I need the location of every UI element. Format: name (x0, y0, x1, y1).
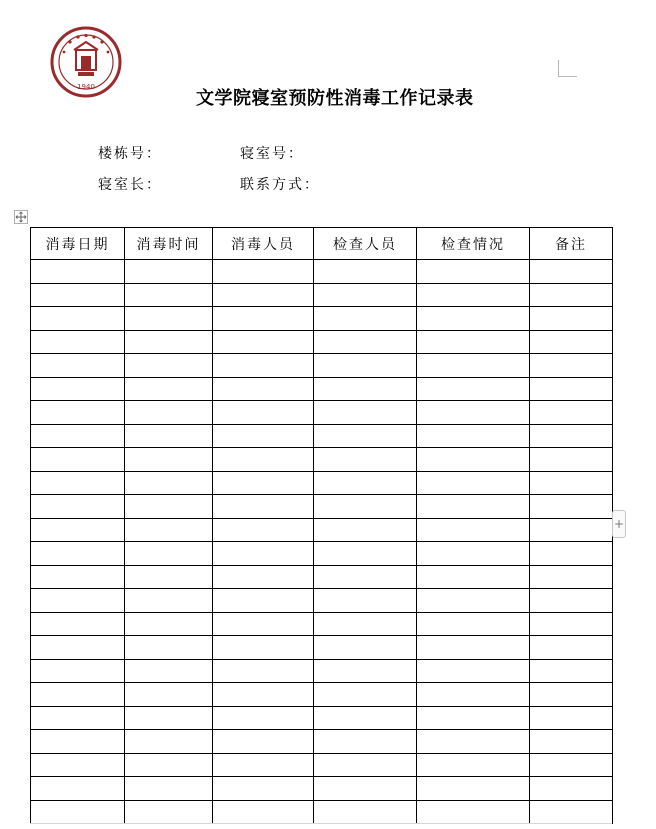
table-cell[interactable] (125, 401, 213, 425)
table-cell[interactable] (314, 542, 417, 566)
table-cell[interactable] (314, 659, 417, 683)
table-row (31, 730, 613, 754)
table-cell[interactable] (530, 612, 613, 636)
table-cell[interactable] (213, 330, 314, 354)
table-cell[interactable] (125, 636, 213, 660)
table-cell[interactable] (417, 283, 530, 307)
table-cell[interactable] (213, 354, 314, 378)
table-cell[interactable] (530, 659, 613, 683)
table-row (31, 612, 613, 636)
table-cell[interactable] (314, 800, 417, 824)
table-cell[interactable] (213, 730, 314, 754)
table-cell[interactable] (530, 542, 613, 566)
table-cell[interactable] (125, 706, 213, 730)
table-cell[interactable] (213, 542, 314, 566)
table-cell[interactable] (530, 518, 613, 542)
table-cell[interactable] (314, 283, 417, 307)
table-cell[interactable] (125, 659, 213, 683)
table-row (31, 683, 613, 707)
contact-label: 联系方式： (240, 177, 320, 193)
table-row (31, 260, 613, 284)
header-inspector: 检查人员 (314, 228, 417, 260)
table-cell[interactable] (213, 260, 314, 284)
table-cell[interactable] (417, 471, 530, 495)
table-cell[interactable] (530, 260, 613, 284)
table-cell[interactable] (417, 401, 530, 425)
table-row (31, 777, 613, 801)
table-cell[interactable] (530, 307, 613, 331)
table-cell[interactable] (417, 730, 530, 754)
move-arrows-icon[interactable] (14, 210, 28, 224)
table-cell[interactable] (125, 542, 213, 566)
table-cell[interactable] (31, 706, 125, 730)
table-cell[interactable] (530, 777, 613, 801)
table-cell[interactable] (213, 683, 314, 707)
table-cell[interactable] (530, 377, 613, 401)
table-cell[interactable] (125, 354, 213, 378)
header-disinfection-staff: 消毒人员 (213, 228, 314, 260)
header-disinfection-date: 消毒日期 (31, 228, 125, 260)
table-cell[interactable] (125, 612, 213, 636)
table-cell[interactable] (31, 495, 125, 519)
table-cell[interactable] (417, 330, 530, 354)
table-cell[interactable] (213, 753, 314, 777)
table-cell[interactable] (213, 471, 314, 495)
table-cell[interactable] (125, 307, 213, 331)
table-row (31, 377, 613, 401)
table-cell[interactable] (314, 777, 417, 801)
table-cell[interactable] (417, 777, 530, 801)
table-cell[interactable] (314, 260, 417, 284)
table-row (31, 471, 613, 495)
table-cell[interactable] (213, 283, 314, 307)
table-cell[interactable] (31, 612, 125, 636)
table-cell[interactable] (31, 307, 125, 331)
table-cell[interactable] (417, 377, 530, 401)
table-cell[interactable] (530, 283, 613, 307)
table-cell[interactable] (31, 542, 125, 566)
table-cell[interactable] (530, 424, 613, 448)
table-cell[interactable] (417, 753, 530, 777)
table-row (31, 659, 613, 683)
table-cell[interactable] (530, 448, 613, 472)
table-cell[interactable] (125, 565, 213, 589)
table-cell[interactable] (31, 448, 125, 472)
table-cell[interactable] (314, 448, 417, 472)
header-remarks: 备注 (530, 228, 613, 260)
plus-icon[interactable]: + (612, 510, 626, 538)
table-cell[interactable] (314, 730, 417, 754)
table-cell[interactable] (530, 753, 613, 777)
table-cell[interactable] (125, 518, 213, 542)
table-cell[interactable] (31, 730, 125, 754)
table-cell[interactable] (31, 683, 125, 707)
table-cell[interactable] (31, 260, 125, 284)
table-cell[interactable] (314, 612, 417, 636)
table-cell[interactable] (314, 307, 417, 331)
table-row (31, 636, 613, 660)
table-cell[interactable] (125, 753, 213, 777)
table-cell[interactable] (125, 730, 213, 754)
table-cell[interactable] (213, 307, 314, 331)
table-cell[interactable] (314, 518, 417, 542)
logo-year: 1940 (77, 83, 95, 91)
table-row (31, 307, 613, 331)
table-cell[interactable] (31, 777, 125, 801)
table-cell[interactable] (314, 401, 417, 425)
table-row (31, 542, 613, 566)
table-cell[interactable] (31, 800, 125, 824)
table-cell[interactable] (31, 589, 125, 613)
table-cell[interactable] (417, 354, 530, 378)
table-cell[interactable] (417, 448, 530, 472)
table-cell[interactable] (125, 589, 213, 613)
table-cell[interactable] (213, 800, 314, 824)
table-cell[interactable] (417, 800, 530, 824)
header-inspection-result: 检查情况 (417, 228, 530, 260)
table-cell[interactable] (125, 495, 213, 519)
table-cell[interactable] (530, 730, 613, 754)
table-cell[interactable] (31, 283, 125, 307)
table-cell[interactable] (417, 307, 530, 331)
room-label: 寝室号： (240, 146, 304, 162)
table-cell[interactable] (417, 565, 530, 589)
table-cell[interactable] (125, 683, 213, 707)
table-cell[interactable] (213, 589, 314, 613)
table-row (31, 330, 613, 354)
table-cell[interactable] (530, 495, 613, 519)
table-cell[interactable] (31, 330, 125, 354)
table-cell[interactable] (417, 495, 530, 519)
table-cell[interactable] (31, 565, 125, 589)
page-corner-mark (558, 60, 577, 77)
table-row (31, 753, 613, 777)
table-cell[interactable] (31, 659, 125, 683)
table-cell[interactable] (530, 565, 613, 589)
table-row (31, 495, 613, 519)
building-label: 楼栋号： (98, 146, 162, 162)
table-cell[interactable] (125, 377, 213, 401)
table-row (31, 283, 613, 307)
table-cell[interactable] (213, 401, 314, 425)
table-cell[interactable] (530, 330, 613, 354)
table-row (31, 424, 613, 448)
table-cell[interactable] (530, 471, 613, 495)
table-cell[interactable] (125, 424, 213, 448)
table-cell[interactable] (417, 424, 530, 448)
table-cell[interactable] (314, 377, 417, 401)
table-cell[interactable] (125, 471, 213, 495)
table-cell[interactable] (314, 565, 417, 589)
table-row (31, 448, 613, 472)
table-cell[interactable] (530, 589, 613, 613)
table-cell[interactable] (213, 659, 314, 683)
table-cell[interactable] (213, 565, 314, 589)
table-cell[interactable] (417, 260, 530, 284)
table-cell[interactable] (417, 659, 530, 683)
table-row (31, 518, 613, 542)
table-cell[interactable] (31, 401, 125, 425)
page-title: 文学院寝室预防性消毒工作记录表 (196, 88, 474, 109)
table-cell[interactable] (417, 589, 530, 613)
table-cell[interactable] (530, 800, 613, 824)
table-cell[interactable] (314, 330, 417, 354)
table-cell[interactable] (530, 354, 613, 378)
table-row (31, 800, 613, 824)
table-cell[interactable] (530, 683, 613, 707)
table-cell[interactable] (213, 518, 314, 542)
table-cell[interactable] (31, 377, 125, 401)
table-cell[interactable] (213, 706, 314, 730)
table-cell[interactable] (314, 706, 417, 730)
table-cell[interactable] (125, 777, 213, 801)
page-bottom-edge (30, 823, 612, 826)
table-cell[interactable] (213, 448, 314, 472)
table-cell[interactable] (31, 753, 125, 777)
table-cell[interactable] (31, 354, 125, 378)
table-cell[interactable] (417, 518, 530, 542)
table-cell[interactable] (31, 518, 125, 542)
table-cell[interactable] (213, 495, 314, 519)
table-cell[interactable] (314, 495, 417, 519)
table-cell[interactable] (213, 424, 314, 448)
table-cell[interactable] (314, 683, 417, 707)
table-cell[interactable] (31, 424, 125, 448)
table-cell[interactable] (125, 283, 213, 307)
table-cell[interactable] (31, 471, 125, 495)
table-cell[interactable] (530, 706, 613, 730)
header-disinfection-time: 消毒时间 (125, 228, 213, 260)
table-row (31, 354, 613, 378)
table-cell[interactable] (125, 448, 213, 472)
table-cell[interactable] (417, 636, 530, 660)
table-cell[interactable] (314, 636, 417, 660)
table-row (31, 706, 613, 730)
table-row (31, 401, 613, 425)
table-cell[interactable] (417, 612, 530, 636)
table-cell[interactable] (314, 753, 417, 777)
table-body (31, 260, 613, 824)
school-seal-logo (50, 26, 122, 98)
leader-label: 寝室长： (98, 177, 162, 193)
table-cell[interactable] (125, 330, 213, 354)
table-cell[interactable] (213, 612, 314, 636)
table-cell[interactable] (417, 542, 530, 566)
table-cell[interactable] (31, 636, 125, 660)
table-cell[interactable] (314, 424, 417, 448)
table-cell[interactable] (213, 777, 314, 801)
record-table (30, 227, 613, 824)
table-cell[interactable] (314, 589, 417, 613)
table-cell[interactable] (125, 260, 213, 284)
table-header-row (31, 228, 613, 260)
table-row (31, 589, 613, 613)
table-cell[interactable] (417, 683, 530, 707)
table-cell[interactable] (417, 706, 530, 730)
table-cell[interactable] (530, 636, 613, 660)
table-row (31, 565, 613, 589)
table-cell[interactable] (314, 471, 417, 495)
table-cell[interactable] (125, 800, 213, 824)
table-cell[interactable] (213, 636, 314, 660)
table-cell[interactable] (314, 354, 417, 378)
table-cell[interactable] (213, 377, 314, 401)
table-cell[interactable] (530, 401, 613, 425)
